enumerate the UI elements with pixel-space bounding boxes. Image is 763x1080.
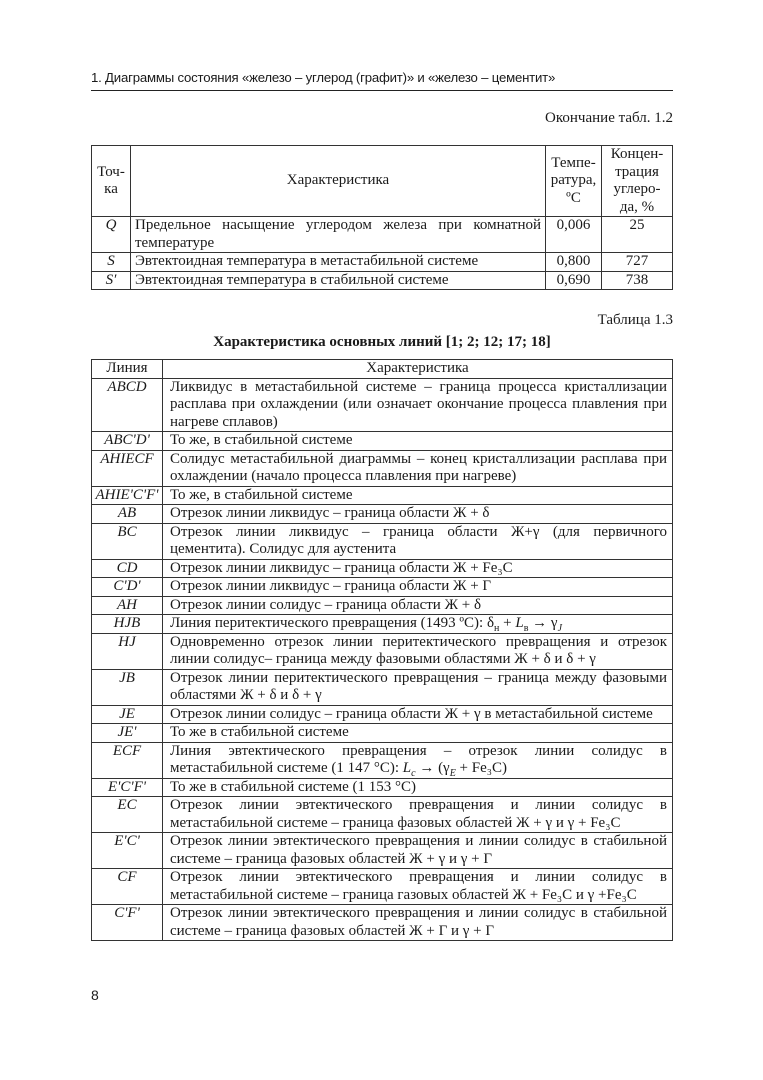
table-row [92, 869, 673, 905]
line-cell: AH [92, 596, 163, 615]
header-point: Точ- ка [92, 146, 131, 217]
description-cell: Одновременно отрезок линии перитектического превращения и отрезок линии солидус– граница между фазовыми областями Ж + δ и δ + γ [163, 633, 673, 669]
description-cell: Отрезок линии ликвидус – граница области Ж+γ (для первичного цементита). Солидус для аустенита [163, 523, 673, 559]
line-cell: EC [92, 797, 163, 833]
table-row [92, 432, 673, 451]
description-cell: Отрезок линии перитектического превращения – граница между фазовыми областями Ж + δ и δ + γ [163, 669, 673, 705]
description-cell: Предельное насыщение углеродом железа при комнатной температуре [131, 217, 546, 253]
description-cell: То же, в стабильной системе [163, 432, 673, 451]
description-cell: Линия эвтектического превращения – отрезок линии солидус в метастабильной системе (1 147 °C): $L_c \to (\gamma_E + Fe_3C)$ [163, 742, 673, 778]
table-header-row [92, 146, 673, 217]
table-row [92, 486, 673, 505]
table-1-2-continuation-caption: Окончание табл. 1.2 [545, 110, 673, 126]
line-cell: CD [92, 559, 163, 578]
header-description: Характеристика [163, 360, 673, 379]
description-cell: Солидус метастабильной диаграммы – конец кристаллизации расплава при охлаждении (начало процесса плавления при нагреве) [163, 450, 673, 486]
table-row [92, 797, 673, 833]
line-cell: ECF [92, 742, 163, 778]
table-row [92, 271, 673, 290]
description-cell: Отрезок линии солидус – граница области Ж + γ в метастабильной системе [163, 705, 673, 724]
description-cell: Эвтектоидная температура в метастабильной системе [131, 253, 546, 272]
line-cell: C'F' [92, 905, 163, 941]
table-row [92, 559, 673, 578]
concentration-cell: 738 [602, 271, 673, 290]
header-concentration: Концен- трация углеро- да, % [602, 146, 673, 217]
temperature-cell: 0,006 [546, 217, 602, 253]
concentration-cell: 25 [602, 217, 673, 253]
table-row [92, 253, 673, 272]
line-cell: AB [92, 505, 163, 524]
description-cell: То же в стабильной системе [163, 724, 673, 743]
line-cell: AHIECF [92, 450, 163, 486]
table-1-3-title: Характеристика основных линий [1; 2; 12; 17; 18] [213, 334, 551, 350]
header-description: Характеристика [131, 146, 546, 217]
table-row [92, 724, 673, 743]
table-row [92, 217, 673, 253]
table-row [92, 633, 673, 669]
temperature-cell: 0,800 [546, 253, 602, 272]
table-row [92, 905, 673, 941]
description-cell: Отрезок линии эвтектического превращения и линии солидус в стабильной системе – граница фазовых областей Ж + γ и γ + Г [163, 833, 673, 869]
table-1-3-body [92, 378, 673, 941]
table-row [92, 705, 673, 724]
description-cell: Отрезок линии ликвидус – граница области Ж + Г [163, 578, 673, 597]
table-1-3-caption: Таблица 1.3 [597, 312, 673, 328]
table-1-3 [91, 359, 673, 941]
header-line: Линия [92, 360, 163, 379]
table-row [92, 505, 673, 524]
line-cell: BC [92, 523, 163, 559]
line-cell: HJB [92, 615, 163, 634]
temperature-cell: 0,690 [546, 271, 602, 290]
description-cell: Эвтектоидная температура в стабильной системе [131, 271, 546, 290]
description-cell: Отрезок линии ликвидус – граница области Ж + δ [163, 505, 673, 524]
table-1-2-body [92, 217, 673, 290]
description-cell: Отрезок линии эвтектического превращения и линии солидус в стабильной системе – граница фазовых областей Ж + Г и γ + Г [163, 905, 673, 941]
table-row [92, 742, 673, 778]
concentration-cell: 727 [602, 253, 673, 272]
table-row [92, 833, 673, 869]
description-cell: Отрезок линии эвтектического превращения и линии солидус в метастабильной системе – граница газовых областей Ж + Fe₃C и γ +Fe₃C [163, 869, 673, 905]
line-cell: JE' [92, 724, 163, 743]
line-cell: CF [92, 869, 163, 905]
table-row [92, 578, 673, 597]
header-temperature: Темпе- ратура, ºС [546, 146, 602, 217]
table-row [92, 450, 673, 486]
table-1-2 [91, 145, 673, 290]
point-cell: Q [92, 217, 131, 253]
line-cell: E'C'F' [92, 778, 163, 797]
page-number: 8 [91, 987, 99, 1003]
table-row [92, 778, 673, 797]
table-row [92, 669, 673, 705]
running-header: 1. Диаграммы состояния «железо – углерод (графит)» и «железо – цементит» [91, 70, 673, 91]
table-header-row [92, 360, 673, 379]
description-cell: То же, в стабильной системе [163, 486, 673, 505]
point-cell: S [92, 253, 131, 272]
line-cell: AHIE'C'F' [92, 486, 163, 505]
table-row [92, 523, 673, 559]
line-cell: ABC'D' [92, 432, 163, 451]
line-cell: C'D' [92, 578, 163, 597]
table-row [92, 615, 673, 634]
description-cell: Отрезок линии солидус – граница области Ж + δ [163, 596, 673, 615]
description-cell: Линия перитектического превращения (1493 ºС): $\delta_н + L_в \to \gamma_J$ [163, 615, 673, 634]
table-row [92, 596, 673, 615]
description-cell: То же в стабильной системе (1 153 °C) [163, 778, 673, 797]
table-row [92, 378, 673, 432]
description-cell: Ликвидус в метастабильной системе – граница процесса кристаллизации расплава при охлаждении (или означает окончание процесса плавления при нагреве сплавов) [163, 378, 673, 432]
line-cell: JE [92, 705, 163, 724]
line-cell: HJ [92, 633, 163, 669]
point-cell: S′ [92, 271, 131, 290]
line-cell: E'C' [92, 833, 163, 869]
line-cell: JB [92, 669, 163, 705]
line-cell: ABCD [92, 378, 163, 432]
description-cell: Отрезок линии ликвидус – граница области Ж + Fe₃C [163, 559, 673, 578]
description-cell: Отрезок линии эвтектического превращения и линии солидус в метастабильной системе – граница фазовых областей Ж + γ и γ + Fe₃C [163, 797, 673, 833]
